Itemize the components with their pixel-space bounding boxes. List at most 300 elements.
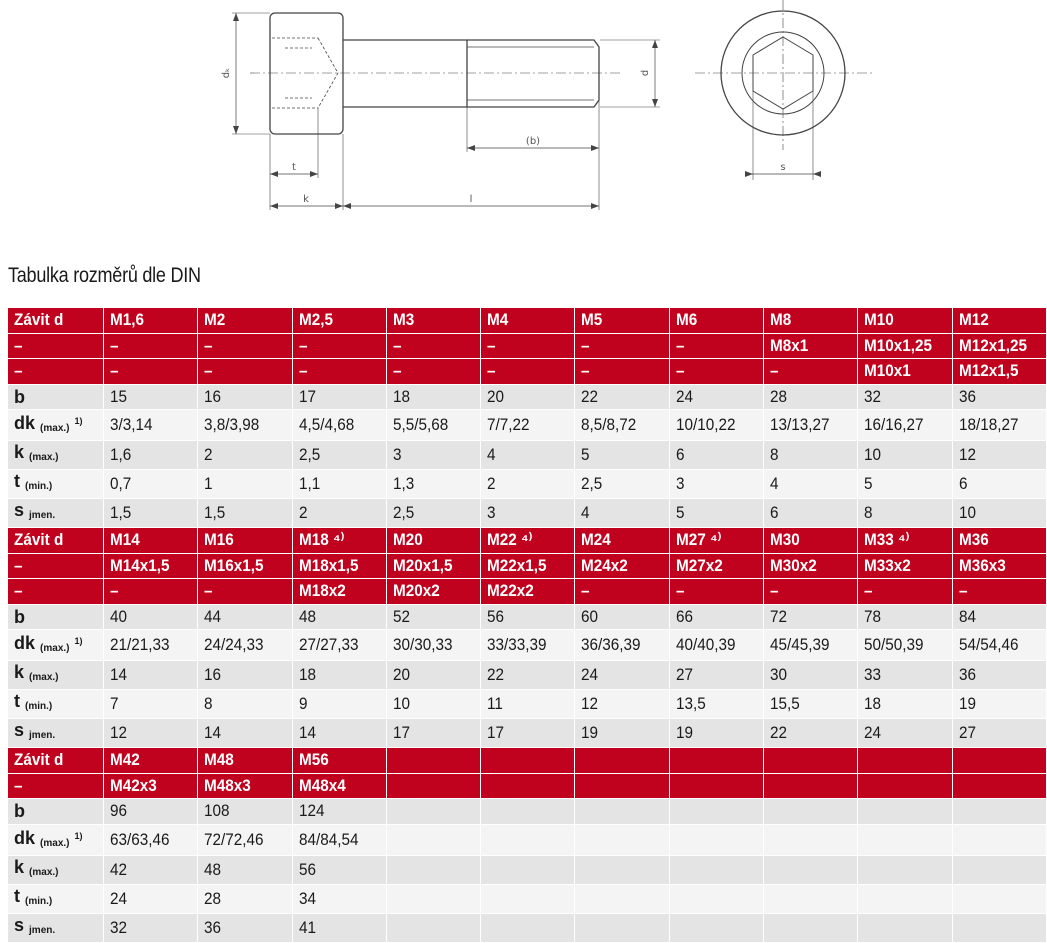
thread-size-cell <box>575 528 669 554</box>
header-cell-text: – <box>581 335 591 355</box>
value-text: 27 <box>958 723 976 742</box>
thread-size-cell <box>669 553 763 579</box>
value-cell <box>386 410 480 441</box>
label-d: d <box>640 69 651 77</box>
row-label: b <box>14 386 25 407</box>
table-row <box>8 410 1047 441</box>
value-text: 4,5/4,68 <box>298 415 354 434</box>
value-text: 2 <box>487 474 496 493</box>
header-cell-text: M42 <box>110 750 140 770</box>
value-text: 8 <box>770 445 779 464</box>
value-text: 16 <box>204 665 222 684</box>
row-label-qualifier: (max.) <box>40 837 70 849</box>
thread-size-cell <box>858 308 952 333</box>
value-cell <box>858 661 952 690</box>
value-text: 14 <box>298 723 316 742</box>
value-cell <box>669 410 763 441</box>
header-cell-text: M56 <box>298 750 329 770</box>
value-cell <box>198 499 292 528</box>
thread-size-cell <box>575 359 669 385</box>
value-cell <box>386 884 480 913</box>
header-label-cell <box>8 773 104 799</box>
header-cell-text: M8 <box>770 310 792 330</box>
value-cell <box>669 913 763 942</box>
header-cell-text: M22 ⁴⁾ <box>487 530 533 550</box>
value-text: 40 <box>110 606 128 626</box>
value-text: 13/13,27 <box>770 415 830 434</box>
header-cell-text: – <box>298 335 308 355</box>
header-cell-text: M20x2 <box>392 581 440 601</box>
header-cell-text: – <box>675 335 685 355</box>
thread-size-cell <box>198 553 292 579</box>
value-text: 22 <box>487 665 505 684</box>
thread-size-cell <box>198 773 292 799</box>
value-text: 1,1 <box>298 474 320 493</box>
header-cell-text: M42x3 <box>110 775 157 795</box>
value-text: 11 <box>487 694 504 713</box>
header-cell-text: M4 <box>487 310 509 330</box>
header-cell-text: – <box>675 581 685 601</box>
row-label-footnote: 1) <box>74 636 83 646</box>
value-text: 34 <box>298 888 316 908</box>
value-text: 3 <box>392 445 402 464</box>
value-cell <box>481 884 575 913</box>
value-cell <box>575 855 669 884</box>
row-label-qualifier: (min.) <box>25 895 53 907</box>
value-text: 33 <box>864 665 882 684</box>
header-cell-text: M33x2 <box>864 555 912 575</box>
value-cell <box>386 470 480 499</box>
value-cell <box>481 470 575 499</box>
value-cell <box>292 690 386 719</box>
value-cell <box>952 799 1046 825</box>
value-cell <box>104 884 198 913</box>
value-cell <box>952 719 1046 748</box>
header-cell-text: – <box>110 581 119 601</box>
value-text: 4 <box>487 445 496 464</box>
value-cell <box>386 855 480 884</box>
header-cell-text: – <box>392 335 402 355</box>
value-text: 8 <box>864 503 873 522</box>
value-text: 18 <box>298 665 316 684</box>
value-cell <box>575 499 669 528</box>
value-text: 28 <box>770 386 788 406</box>
value-cell <box>669 884 763 913</box>
header-cell-text: Závit d <box>14 530 64 550</box>
value-cell <box>669 661 763 690</box>
row-label-qualifier: (max.) <box>40 643 70 654</box>
row-label-footnote: 1) <box>74 830 83 841</box>
value-text: 27/27,33 <box>298 635 359 654</box>
thread-size-cell <box>575 773 669 799</box>
row-label-qualifier: (max.) <box>29 672 59 683</box>
value-text: 72 <box>770 606 788 626</box>
value-cell <box>198 690 292 719</box>
thread-size-cell <box>198 748 292 774</box>
thread-size-cell <box>481 748 575 774</box>
header-cell-text: M30 <box>770 530 800 550</box>
value-text: 1,5 <box>204 503 226 522</box>
value-cell <box>669 824 763 855</box>
value-cell <box>669 384 763 410</box>
thread-size-cell <box>575 333 669 359</box>
header-cell-text: M30x2 <box>770 555 817 575</box>
value-cell <box>764 719 858 748</box>
value-cell <box>952 441 1046 470</box>
header-cell-text: M6 <box>675 310 698 330</box>
value-cell <box>104 384 198 410</box>
value-cell <box>481 410 575 441</box>
value-cell <box>104 690 198 719</box>
label-k: k <box>303 194 309 205</box>
value-text: 7 <box>110 694 119 713</box>
value-cell <box>858 470 952 499</box>
value-text: 124 <box>298 801 325 821</box>
thread-size-cell <box>386 553 480 579</box>
value-cell <box>669 690 763 719</box>
value-cell <box>386 690 480 719</box>
thread-size-cell <box>481 773 575 799</box>
value-cell <box>764 661 858 690</box>
table-row <box>8 913 1047 942</box>
value-text: 36/36,39 <box>581 635 642 654</box>
value-text: 5 <box>864 474 873 493</box>
value-cell <box>481 855 575 884</box>
header-row <box>8 333 1047 359</box>
technical-drawing <box>0 0 1047 260</box>
thread-size-cell <box>764 308 858 333</box>
thread-size-cell <box>386 748 480 774</box>
header-cell-text: M48x3 <box>204 775 252 795</box>
value-text: 2 <box>204 445 213 464</box>
thread-size-cell <box>952 308 1046 333</box>
label-t: t <box>292 162 296 173</box>
value-cell <box>198 884 292 913</box>
table-row <box>8 799 1047 825</box>
value-text: 8 <box>204 694 213 713</box>
value-text: 19 <box>581 723 599 742</box>
row-label-cell <box>8 719 104 748</box>
value-cell <box>386 719 480 748</box>
value-cell <box>952 470 1046 499</box>
row-label-cell <box>8 470 104 499</box>
value-text: 20 <box>487 386 505 406</box>
value-cell <box>386 441 480 470</box>
thread-size-cell <box>764 359 858 385</box>
value-cell <box>292 884 386 913</box>
value-cell <box>198 913 292 942</box>
thread-size-cell <box>481 553 575 579</box>
thread-size-cell <box>198 579 292 605</box>
value-text: 48 <box>298 606 316 626</box>
row-label-cell <box>8 604 104 630</box>
header-cell-text: M18x2 <box>298 581 346 601</box>
value-cell <box>104 799 198 825</box>
thread-size-cell <box>104 528 198 554</box>
thread-size-cell <box>669 359 763 385</box>
value-text: 10 <box>392 694 410 713</box>
value-cell <box>764 410 858 441</box>
value-cell <box>198 855 292 884</box>
value-text: 56 <box>487 606 505 626</box>
row-label: dk <box>14 413 36 433</box>
value-cell <box>764 824 858 855</box>
value-text: 16 <box>204 386 222 406</box>
row-label: s <box>14 500 25 520</box>
value-text: 15,5 <box>770 694 800 713</box>
row-label: t <box>14 885 20 906</box>
value-cell <box>952 410 1046 441</box>
header-cell-text: – <box>487 361 496 381</box>
table-row <box>8 499 1047 528</box>
thread-size-cell <box>858 333 952 359</box>
value-cell <box>386 799 480 825</box>
row-label-cell <box>8 884 104 913</box>
header-cell-text: M10x1,25 <box>864 335 933 355</box>
value-text: 18 <box>864 694 882 713</box>
header-cell-text: – <box>110 335 119 355</box>
value-cell <box>292 799 386 825</box>
value-cell <box>575 441 669 470</box>
value-cell <box>575 661 669 690</box>
thread-size-cell <box>575 553 669 579</box>
row-label-cell <box>8 630 104 661</box>
header-cell-text: – <box>770 581 779 601</box>
header-cell-text: M3 <box>392 310 415 330</box>
thread-size-cell <box>292 308 386 333</box>
header-row <box>8 773 1047 799</box>
value-text: 36 <box>204 917 222 937</box>
value-text: 3/3,14 <box>110 415 153 434</box>
value-text: 6 <box>958 474 968 493</box>
value-text: 96 <box>110 801 128 821</box>
value-text: 9 <box>298 694 308 713</box>
row-label-qualifier: (max.) <box>40 423 70 434</box>
thread-size-cell <box>575 579 669 605</box>
value-text: 108 <box>204 801 230 821</box>
value-cell <box>104 913 198 942</box>
thread-size-cell <box>481 359 575 385</box>
header-row <box>8 528 1047 554</box>
value-cell <box>386 384 480 410</box>
thread-size-cell <box>952 748 1046 774</box>
value-cell <box>764 913 858 942</box>
row-label-cell <box>8 913 104 942</box>
value-cell <box>952 630 1046 661</box>
header-cell-text: – <box>204 335 213 355</box>
label-s: s <box>780 162 786 173</box>
thread-size-cell <box>669 579 763 605</box>
value-text: 78 <box>864 606 882 626</box>
value-text: 3 <box>487 503 496 522</box>
row-label-qualifier: jmen. <box>29 510 56 521</box>
thread-size-cell <box>104 333 198 359</box>
table-row <box>8 441 1047 470</box>
value-text: 15 <box>110 386 128 406</box>
value-text: 2,5 <box>392 503 415 522</box>
value-text: 4 <box>770 474 779 493</box>
value-cell <box>386 499 480 528</box>
header-cell-text: M14 <box>110 530 140 550</box>
header-cell-text: – <box>770 361 779 381</box>
value-text: 10/10,22 <box>675 415 736 434</box>
value-text: 24/24,33 <box>204 635 264 654</box>
header-cell-text: – <box>958 581 968 601</box>
value-cell <box>575 604 669 630</box>
header-cell-text: Závit d <box>14 750 64 770</box>
value-text: 8,5/8,72 <box>581 415 637 434</box>
table-heading: Tabulka rozměrů dle DIN <box>8 264 201 287</box>
header-cell-text: M48x4 <box>298 775 346 795</box>
value-text: 5 <box>581 445 591 464</box>
header-row <box>8 308 1047 333</box>
value-cell <box>858 855 952 884</box>
value-cell <box>386 913 480 942</box>
header-row <box>8 579 1047 605</box>
value-cell <box>198 824 292 855</box>
value-text: 0,7 <box>110 474 132 493</box>
header-label-cell <box>8 579 104 605</box>
header-cell-text: M36x3 <box>958 555 1006 575</box>
value-cell <box>198 470 292 499</box>
value-text: 21/21,33 <box>110 635 170 654</box>
row-label-cell <box>8 855 104 884</box>
header-cell-text: – <box>487 335 496 355</box>
value-cell <box>292 855 386 884</box>
value-text: 32 <box>110 917 128 937</box>
value-cell <box>952 690 1046 719</box>
thread-size-cell <box>386 308 480 333</box>
header-cell-text: Závit d <box>14 310 64 330</box>
row-label-cell <box>8 410 104 441</box>
value-cell <box>481 719 575 748</box>
value-cell <box>198 719 292 748</box>
row-label-cell <box>8 499 104 528</box>
value-cell <box>386 604 480 630</box>
row-label-cell <box>8 661 104 690</box>
thread-size-cell <box>104 773 198 799</box>
screw-head <box>270 13 343 134</box>
value-text: 7/7,22 <box>487 415 530 434</box>
value-text: 3 <box>675 474 685 493</box>
value-cell <box>858 884 952 913</box>
header-cell-text: – <box>14 581 23 601</box>
value-cell <box>104 630 198 661</box>
value-text: 14 <box>110 665 128 684</box>
row-label-qualifier: jmen. <box>29 730 56 741</box>
row-label-cell <box>8 799 104 825</box>
value-text: 1 <box>204 474 213 493</box>
value-text: 30 <box>770 665 788 684</box>
value-cell <box>575 719 669 748</box>
thread-size-cell <box>952 333 1046 359</box>
value-cell <box>575 690 669 719</box>
value-cell <box>104 855 198 884</box>
value-text: 17 <box>392 723 410 742</box>
value-cell <box>481 690 575 719</box>
row-label: t <box>14 471 20 491</box>
header-row <box>8 553 1047 579</box>
thread-size-cell <box>104 553 198 579</box>
value-text: 1,3 <box>392 474 415 493</box>
value-cell <box>952 604 1046 630</box>
value-cell <box>669 470 763 499</box>
value-cell <box>669 630 763 661</box>
row-label-cell <box>8 384 104 410</box>
value-cell <box>104 410 198 441</box>
thread-size-cell <box>104 579 198 605</box>
value-text: 42 <box>110 859 128 879</box>
value-cell <box>952 384 1046 410</box>
value-cell <box>292 499 386 528</box>
value-cell <box>858 824 952 855</box>
value-text: 24 <box>864 723 882 742</box>
value-text: 10 <box>958 503 976 522</box>
value-cell <box>858 499 952 528</box>
value-text: 17 <box>487 723 505 742</box>
thread-size-cell <box>952 579 1046 605</box>
thread-size-cell <box>952 359 1046 385</box>
value-text: 50/50,39 <box>864 635 924 654</box>
row-label: k <box>14 662 25 682</box>
value-text: 27 <box>675 665 693 684</box>
table-row <box>8 719 1047 748</box>
value-cell <box>764 799 858 825</box>
value-text: 84 <box>958 606 976 626</box>
thread-size-cell <box>292 579 386 605</box>
value-cell <box>575 799 669 825</box>
header-cell-text: M16 <box>204 530 235 550</box>
header-cell-text: M48 <box>204 750 235 770</box>
thread-size-cell <box>481 333 575 359</box>
value-text: 41 <box>298 917 316 937</box>
thread-size-cell <box>669 773 763 799</box>
thread-size-cell <box>764 773 858 799</box>
thread-size-cell <box>481 308 575 333</box>
thread-size-cell <box>858 579 952 605</box>
thread-size-cell <box>104 748 198 774</box>
header-cell-text: – <box>204 361 213 381</box>
value-cell <box>952 661 1046 690</box>
value-cell <box>952 884 1046 913</box>
header-row <box>8 748 1047 774</box>
value-cell <box>104 604 198 630</box>
thread-size-cell <box>669 308 763 333</box>
value-text: 22 <box>770 723 788 742</box>
thread-size-cell <box>386 333 480 359</box>
value-text: 5,5/5,68 <box>392 415 449 434</box>
row-label: t <box>14 691 20 711</box>
value-cell <box>481 604 575 630</box>
value-cell <box>858 410 952 441</box>
thread-size-cell <box>669 528 763 554</box>
value-text: 63/63,46 <box>110 829 170 849</box>
value-text: 10 <box>864 445 882 464</box>
row-label-qualifier: jmen. <box>29 924 56 936</box>
row-label: dk <box>14 633 36 653</box>
value-cell <box>292 410 386 441</box>
header-cell-text: M24x2 <box>581 555 629 575</box>
value-cell <box>764 470 858 499</box>
value-cell <box>481 824 575 855</box>
header-cell-text: M20x1,5 <box>392 555 453 575</box>
table-row <box>8 824 1047 855</box>
row-label-cell <box>8 441 104 470</box>
value-text: 2,5 <box>298 445 320 464</box>
header-label-cell <box>8 359 104 385</box>
value-text: 12 <box>110 723 128 742</box>
thread-size-cell <box>858 773 952 799</box>
